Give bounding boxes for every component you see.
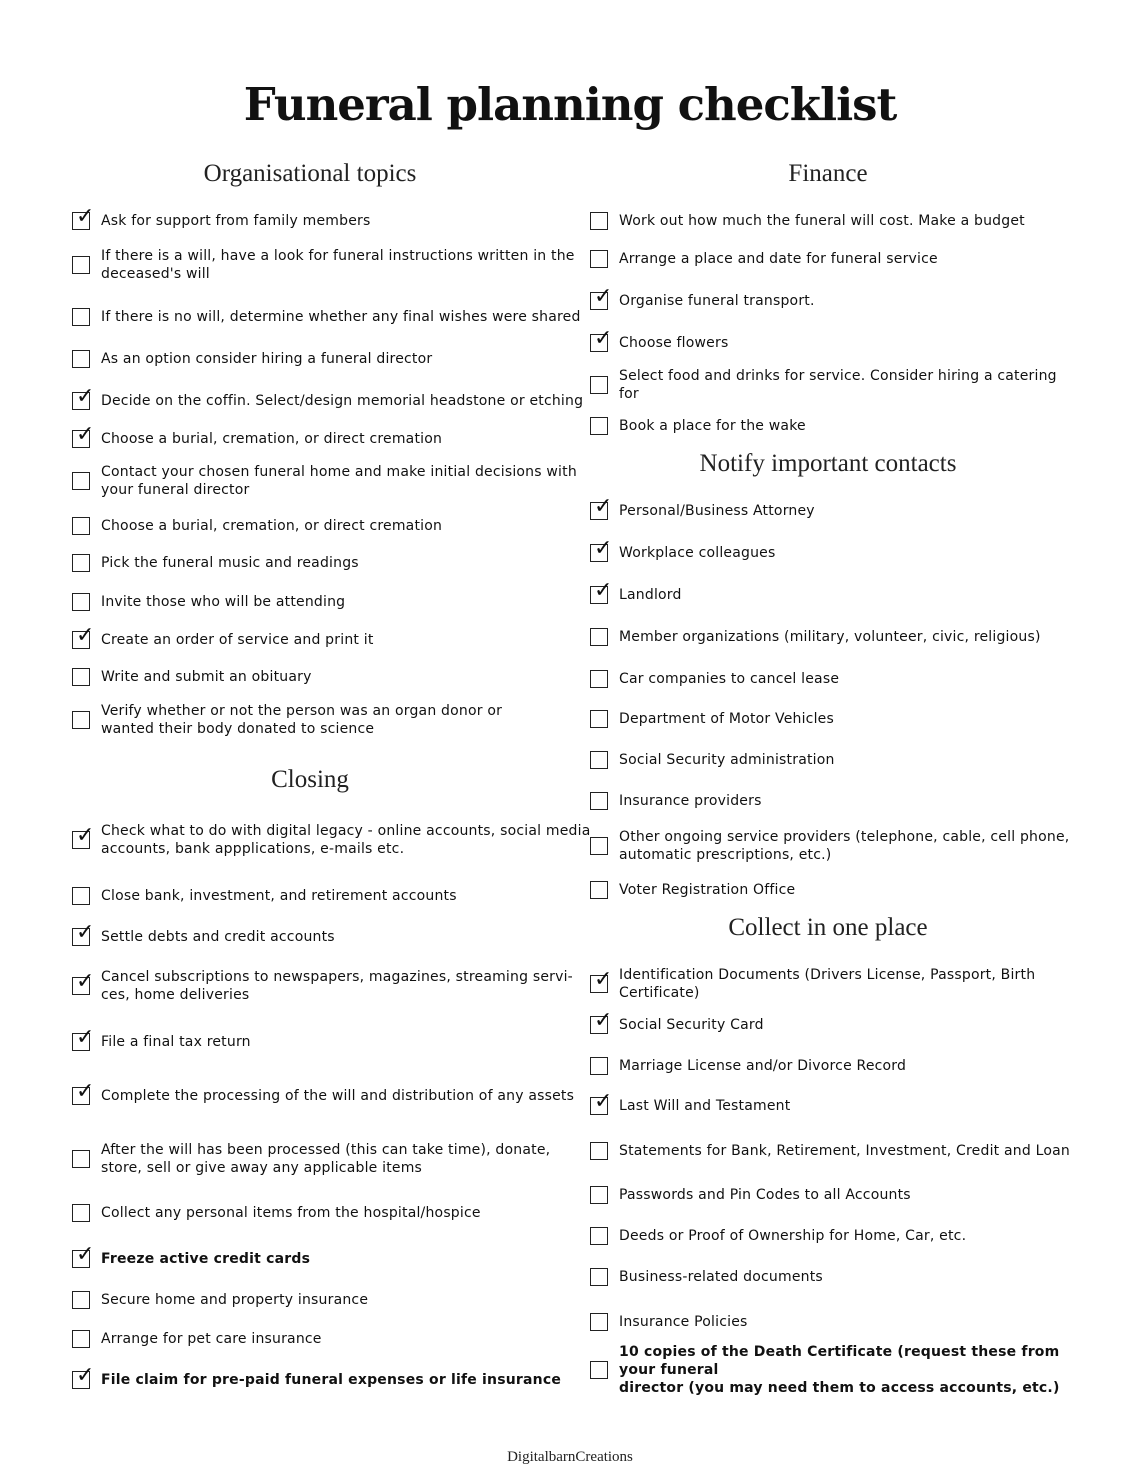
unchecked-checkbox[interactable] <box>72 256 90 274</box>
heading-notify: Notify important contacts <box>699 450 957 477</box>
checkmark-icon: ✓ <box>76 1025 95 1050</box>
unchecked-checkbox[interactable] <box>590 1057 608 1075</box>
checklist-item-label: Passwords and Pin Codes to all Accounts <box>619 1187 911 1203</box>
checklist-item[interactable] <box>590 368 1080 402</box>
checklist-item[interactable] <box>590 1186 1080 1204</box>
checked-checkbox[interactable] <box>590 284 613 310</box>
heading-organisational: Organisational topics <box>203 160 417 187</box>
checklist-item[interactable] <box>590 1227 1080 1245</box>
checklist-item-label: Invite those who will be attending <box>101 594 346 610</box>
checkmark-icon: ✓ <box>594 494 613 519</box>
checklist-item-label: Insurance providers <box>619 793 762 809</box>
checklist-item-label: Social Security Card <box>619 1017 764 1033</box>
checklist-item[interactable] <box>590 628 1080 646</box>
heading-collect: Collect in one place <box>728 914 928 941</box>
checklist-item[interactable] <box>590 578 1080 604</box>
unchecked-checkbox[interactable] <box>590 1361 608 1379</box>
unchecked-checkbox[interactable] <box>590 1186 608 1204</box>
checklist-item-label: Choose a burial, cremation, or direct cremation <box>101 431 443 447</box>
checklist-item-label: File a final tax return <box>101 1034 251 1050</box>
checklist-item-label: Member organizations (military, volunteer, civic, religious) <box>619 629 1041 645</box>
checkmark-icon: ✓ <box>76 823 95 848</box>
unchecked-checkbox[interactable] <box>72 1291 90 1309</box>
checklist-item-label: Insurance Policies <box>619 1314 748 1330</box>
checklist-item-label: Last Will and Testament <box>619 1098 791 1114</box>
checklist-item[interactable] <box>590 1008 1080 1034</box>
checklist-item-label: Collect any personal items from the hospital/hospice <box>101 1205 481 1221</box>
checkmark-icon: ✓ <box>594 1089 613 1114</box>
checklist-item[interactable] <box>590 710 1080 728</box>
unchecked-checkbox[interactable] <box>590 710 608 728</box>
checklist-item-label: Pick the funeral music and readings <box>101 555 359 571</box>
checked-checkbox[interactable] <box>72 969 95 995</box>
heading-closing: Closing <box>271 766 349 793</box>
checklist-item[interactable] <box>590 494 1080 520</box>
checklist-item-label: As an option consider hiring a funeral director <box>101 351 433 367</box>
checklist-item[interactable] <box>72 1291 1080 1309</box>
checklist-item-label: Landlord <box>619 587 682 603</box>
unchecked-checkbox[interactable] <box>590 670 608 688</box>
checklist-item-label: Car companies to cancel lease <box>619 671 840 687</box>
checklist-item[interactable] <box>590 250 1080 268</box>
checkmark-icon: ✓ <box>76 1242 95 1267</box>
checklist-item-label: Settle debts and credit accounts <box>101 929 335 945</box>
checklist-item[interactable] <box>590 1057 1080 1075</box>
checklist-item-label: Arrange for pet care insurance <box>101 1331 322 1347</box>
unchecked-checkbox[interactable] <box>72 1330 90 1348</box>
checkmark-icon: ✓ <box>76 384 95 409</box>
checked-checkbox[interactable] <box>590 578 613 604</box>
checklist-item-label: Secure home and property insurance <box>101 1292 369 1308</box>
checkmark-icon: ✓ <box>76 969 95 994</box>
checklist-item-label: After the will has been processed (this can take time), donate, store, sell or give away any applicable items <box>101 1142 551 1176</box>
checked-checkbox[interactable] <box>72 823 95 849</box>
checklist-item[interactable] <box>590 670 1080 688</box>
checklist-item-label: Freeze active credit cards <box>101 1251 311 1267</box>
checkmark-icon: ✓ <box>76 920 95 945</box>
checklist-item-label: Create an order of service and print it <box>101 632 374 648</box>
checklist-item[interactable] <box>590 536 1080 562</box>
checkmark-icon: ✓ <box>76 1079 95 1104</box>
checkmark-icon: ✓ <box>76 1363 95 1388</box>
checkmark-icon: ✓ <box>594 536 613 561</box>
checklist-item[interactable] <box>590 792 1080 810</box>
unchecked-checkbox[interactable] <box>590 1227 608 1245</box>
checkmark-icon: ✓ <box>594 326 613 351</box>
checklist-item-label: Book a place for the wake <box>619 418 806 434</box>
unchecked-checkbox[interactable] <box>590 792 608 810</box>
checklist-item-label: Choose flowers <box>619 335 729 351</box>
checklist-item-label: Write and submit an obituary <box>101 669 312 685</box>
checked-checkbox[interactable] <box>590 967 613 993</box>
checked-checkbox[interactable] <box>72 204 95 230</box>
checklist-item[interactable] <box>590 1313 1080 1331</box>
unchecked-checkbox[interactable] <box>590 417 608 435</box>
checkmark-icon: ✓ <box>594 284 613 309</box>
unchecked-checkbox[interactable] <box>590 376 608 394</box>
checklist-item-label: Business-related documents <box>619 1269 823 1285</box>
checkmark-icon: ✓ <box>76 422 95 447</box>
unchecked-checkbox[interactable] <box>72 887 90 905</box>
checklist-item[interactable] <box>590 326 1080 352</box>
checklist-item[interactable] <box>590 417 1080 435</box>
checklist-item-label: 10 copies of the Death Certificate (request these from your funeral director (you may need them to access accounts, etc.) <box>619 1344 1060 1396</box>
checklist-item[interactable] <box>590 881 1080 899</box>
unchecked-checkbox[interactable] <box>72 472 90 490</box>
checked-checkbox[interactable] <box>72 1363 95 1389</box>
unchecked-checkbox[interactable] <box>590 628 608 646</box>
checklist-item[interactable] <box>590 966 1080 1002</box>
unchecked-checkbox[interactable] <box>590 1313 608 1331</box>
checklist-item-label: File claim for pre-paid funeral expenses or life insurance <box>101 1372 562 1388</box>
checkmark-icon: ✓ <box>594 1008 613 1033</box>
checklist-item[interactable] <box>590 751 1080 769</box>
checklist-item-label: Ask for support from family members <box>101 213 371 229</box>
checklist-item-label: Arrange a place and date for funeral service <box>619 251 938 267</box>
checklist-item-label: Select food and drinks for service. Consider hiring a catering for <box>619 368 1057 402</box>
checked-checkbox[interactable] <box>72 623 95 649</box>
checkmark-icon: ✓ <box>76 623 95 648</box>
checkmark-icon: ✓ <box>594 967 613 992</box>
unchecked-checkbox[interactable] <box>72 668 90 686</box>
unchecked-checkbox[interactable] <box>590 250 608 268</box>
checked-checkbox[interactable] <box>72 422 95 448</box>
unchecked-checkbox[interactable] <box>590 751 608 769</box>
checklist-item-label: Organise funeral transport. <box>619 293 815 309</box>
checked-checkbox[interactable] <box>72 1242 95 1268</box>
page-title: Funeral planning checklist <box>243 78 897 131</box>
unchecked-checkbox[interactable] <box>72 350 90 368</box>
checklist-item-label: Work out how much the funeral will cost. Make a budget <box>619 213 1025 229</box>
checklist-item-label: Complete the processing of the will and distribution of any assets <box>101 1088 575 1104</box>
checklist-item-label: Department of Motor Vehicles <box>619 711 834 727</box>
checklist-item-label: Verify whether or not the person was an organ donor or wanted their body donated to science <box>101 703 503 737</box>
unchecked-checkbox[interactable] <box>590 1142 608 1160</box>
checkmark-icon: ✓ <box>76 204 95 229</box>
checked-checkbox[interactable] <box>72 384 95 410</box>
checklist-item[interactable] <box>590 1344 1080 1396</box>
unchecked-checkbox[interactable] <box>590 837 608 855</box>
checklist-item[interactable] <box>72 1204 1080 1222</box>
unchecked-checkbox[interactable] <box>72 1150 90 1168</box>
checklist-item-label: Statements for Bank, Retirement, Investment, Credit and Loan <box>619 1143 1070 1159</box>
checklist-item-label: Identification Documents (Drivers License, Passport, Birth Certificate) <box>619 967 1036 1001</box>
checked-checkbox[interactable] <box>72 920 95 946</box>
checklist-item-label: Choose a burial, cremation, or direct cremation <box>101 518 443 534</box>
checklist-item[interactable] <box>590 1142 1080 1160</box>
checklist-item-label: Voter Registration Office <box>619 882 796 898</box>
checklist-item[interactable] <box>590 212 1080 230</box>
checked-checkbox[interactable] <box>590 494 613 520</box>
checklist-item-label: Deeds or Proof of Ownership for Home, Car, etc. <box>619 1228 967 1244</box>
checklist-item-label: If there is a will, have a look for funeral instructions written in the deceased's will <box>101 248 575 282</box>
checklist-item[interactable] <box>590 1089 1080 1115</box>
checkmark-icon: ✓ <box>594 578 613 603</box>
unchecked-checkbox[interactable] <box>72 308 90 326</box>
checked-checkbox[interactable] <box>590 1008 613 1034</box>
unchecked-checkbox[interactable] <box>72 1204 90 1222</box>
checklist-item[interactable] <box>72 463 1080 499</box>
checklist-item[interactable] <box>590 828 1080 864</box>
checklist-item[interactable] <box>590 284 1080 310</box>
footer-brand: DigitalbarnCreations <box>507 1449 633 1465</box>
unchecked-checkbox[interactable] <box>72 554 90 572</box>
checklist-item-label: Personal/Business Attorney <box>619 503 815 519</box>
unchecked-checkbox[interactable] <box>590 1268 608 1286</box>
checked-checkbox[interactable] <box>72 1025 95 1051</box>
checklist-item-label: Workplace colleagues <box>619 545 776 561</box>
checked-checkbox[interactable] <box>590 536 613 562</box>
checklist-item-label: Close bank, investment, and retirement accounts <box>101 888 457 904</box>
unchecked-checkbox[interactable] <box>590 881 608 899</box>
checklist-item[interactable] <box>72 1242 1080 1268</box>
unchecked-checkbox[interactable] <box>72 711 90 729</box>
unchecked-checkbox[interactable] <box>72 593 90 611</box>
unchecked-checkbox[interactable] <box>72 517 90 535</box>
checked-checkbox[interactable] <box>590 1089 613 1115</box>
checklist-item-label: Decide on the coffin. Select/design memorial headstone or etching <box>101 393 584 409</box>
checklist-item[interactable] <box>590 1268 1080 1286</box>
checklist-item-label: Social Security administration <box>619 752 835 768</box>
checked-checkbox[interactable] <box>72 1079 95 1105</box>
heading-finance: Finance <box>788 160 868 187</box>
checked-checkbox[interactable] <box>590 326 613 352</box>
checklist-item-label: If there is no will, determine whether any final wishes were shared <box>101 309 581 325</box>
checklist-item-label: Other ongoing service providers (telephone, cable, cell phone, automatic prescriptions, etc.) <box>619 829 1070 863</box>
checklist-item[interactable] <box>72 350 1080 368</box>
checklist-item-label: Cancel subscriptions to newspapers, magazines, streaming servi- ces, home deliveries <box>101 969 573 1003</box>
checklist-item-label: Contact your chosen funeral home and make initial decisions with your funeral director <box>101 464 577 498</box>
checklist-item[interactable] <box>72 308 1080 326</box>
checklist-item-label: Check what to do with digital legacy - online accounts, social media accounts, bank appplications, e-mails etc. <box>101 823 591 857</box>
checklist-item-label: Marriage License and/or Divorce Record <box>619 1058 907 1074</box>
unchecked-checkbox[interactable] <box>590 212 608 230</box>
